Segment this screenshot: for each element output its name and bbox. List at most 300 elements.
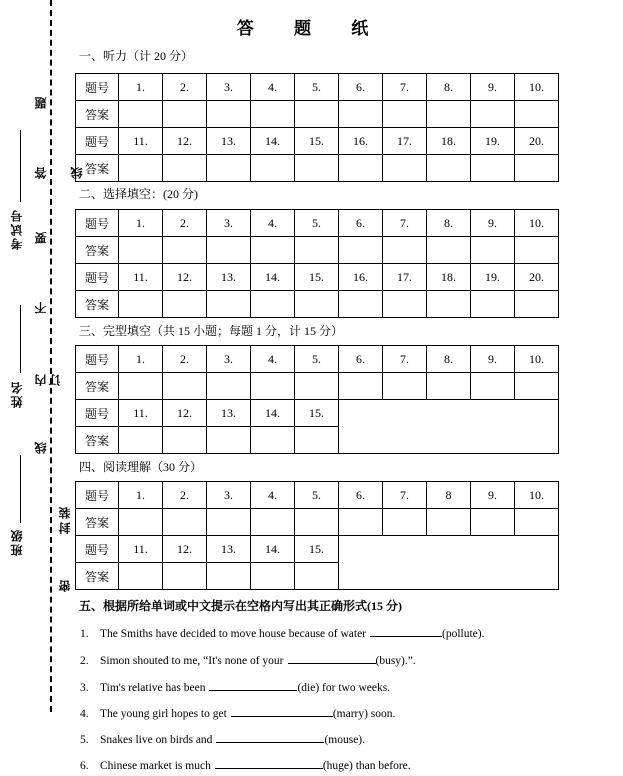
answer-cell[interactable] (295, 291, 339, 318)
question-number-cell (163, 346, 207, 373)
question-number-cell (383, 346, 427, 373)
cell-text: 16. (353, 269, 368, 284)
answer-cell[interactable] (207, 291, 251, 318)
answer-cell[interactable] (383, 155, 427, 182)
question-number: 1. (80, 628, 89, 640)
answer-cell[interactable] (383, 237, 427, 264)
question-number-cell (163, 482, 207, 509)
answer-cell[interactable] (339, 237, 383, 264)
answer-blank[interactable] (370, 625, 442, 637)
question-number-cell (251, 74, 295, 101)
question-number-cell (515, 210, 559, 237)
question-number-cell (383, 482, 427, 509)
answer-cell[interactable] (427, 155, 471, 182)
cut-line (50, 0, 52, 712)
answer-cell[interactable] (119, 373, 163, 400)
question-number-cell (515, 346, 559, 373)
answer-cell[interactable] (427, 291, 471, 318)
binding-margin (0, 0, 84, 776)
answer-blank[interactable] (215, 757, 323, 769)
question-number: 4. (80, 708, 89, 720)
cell-text: 10. (529, 351, 544, 366)
question-number-cell (383, 210, 427, 237)
cell-text: 3. (224, 215, 233, 230)
question-number-cell (471, 264, 515, 291)
answer-cell[interactable] (295, 101, 339, 128)
section-heading: 三、完型填空（共 15 小题；每题 1 分，计 15 分） (79, 324, 344, 338)
cell-text: 10. (529, 79, 544, 94)
cell-text: 5. (312, 487, 321, 502)
answer-cell[interactable] (427, 101, 471, 128)
row-label: 答案 (76, 155, 119, 182)
answer-cell[interactable] (471, 291, 515, 318)
seal-char: 题 (34, 95, 48, 109)
row-label: 题号 (76, 536, 119, 563)
cell-text: 20. (529, 133, 544, 148)
answer-cell[interactable] (119, 237, 163, 264)
question-number-cell (119, 74, 163, 101)
answer-cell[interactable] (119, 563, 163, 590)
question-number-cell (251, 482, 295, 509)
answer-cell[interactable] (163, 509, 207, 536)
cell-text: 15. (309, 269, 324, 284)
question-text: Simon shouted to me, “It's none of your (100, 655, 284, 667)
answer-cell[interactable] (515, 373, 559, 400)
table-row (76, 536, 559, 563)
answer-cell[interactable] (207, 427, 251, 454)
question-number-cell (251, 264, 295, 291)
cell-text: 6. (356, 215, 365, 230)
cell-text: 7. (400, 79, 409, 94)
table-row (76, 237, 559, 264)
row-label: 答案 (76, 509, 119, 536)
row-label: 答案 (76, 373, 119, 400)
answer-cell[interactable] (471, 155, 515, 182)
answer-cell[interactable] (383, 291, 427, 318)
cell-text: 3. (224, 487, 233, 502)
answer-cell[interactable] (163, 563, 207, 590)
question-number-cell (515, 128, 559, 155)
section5-heading: 五、根据所给单词或中文提示在空格内写出其正确形式(15 分) (79, 599, 402, 613)
question-number-cell (207, 210, 251, 237)
cell-text: 1. (136, 487, 145, 502)
cell-text: 8. (444, 79, 453, 94)
question-number-cell (163, 128, 207, 155)
cell-text: 14. (265, 541, 280, 556)
answer-cell[interactable] (251, 237, 295, 264)
question-number-cell (339, 346, 383, 373)
cell-text: 12. (177, 133, 192, 148)
answer-cell[interactable] (339, 155, 383, 182)
answer-cell[interactable] (383, 373, 427, 400)
question-number-cell (163, 536, 207, 563)
question-number-cell (119, 400, 163, 427)
question-text: The young girl hopes to get (100, 708, 227, 720)
answer-cell[interactable] (471, 373, 515, 400)
answer-blank[interactable] (216, 731, 324, 743)
question-number-cell (251, 210, 295, 237)
question-number-cell (427, 482, 471, 509)
question-number-cell (295, 264, 339, 291)
cell-text: 19. (485, 133, 500, 148)
question-number-cell (251, 346, 295, 373)
answer-cell[interactable] (251, 101, 295, 128)
cell-text: 13. (221, 405, 236, 420)
answer-table (75, 73, 559, 182)
answer-table (75, 345, 559, 454)
answer-cell[interactable] (339, 373, 383, 400)
question-number-cell (251, 536, 295, 563)
answer-cell[interactable] (339, 101, 383, 128)
question-number-cell (339, 482, 383, 509)
answer-cell[interactable] (471, 101, 515, 128)
answer-cell[interactable] (427, 237, 471, 264)
answer-cell[interactable] (427, 509, 471, 536)
cell-text: 14. (265, 133, 280, 148)
cell-text: 7. (400, 351, 409, 366)
question-number-cell (119, 264, 163, 291)
hint-text: (die) for two weeks. (297, 682, 391, 694)
answer-cell[interactable] (515, 155, 559, 182)
question-number-cell (119, 210, 163, 237)
cell-text: 8. (444, 351, 453, 366)
table-row (76, 373, 559, 400)
table-row (76, 264, 559, 291)
cell-text: 3. (224, 79, 233, 94)
cell-text: 1. (136, 79, 145, 94)
fill-in-question (80, 731, 365, 746)
answer-cell[interactable] (427, 373, 471, 400)
question-number-cell (471, 482, 515, 509)
answer-cell[interactable] (163, 427, 207, 454)
answer-cell[interactable] (119, 427, 163, 454)
cell-text: 16. (353, 133, 368, 148)
cell-text: 9. (488, 487, 497, 502)
question-number: 2. (80, 655, 89, 667)
hint-text: (huge) than before. (322, 760, 411, 772)
answer-cell[interactable] (207, 101, 251, 128)
question-number-cell (295, 210, 339, 237)
answer-cell[interactable] (207, 155, 251, 182)
table-row (76, 400, 559, 427)
question-number-cell (471, 346, 515, 373)
cell-text: 15. (309, 541, 324, 556)
cell-text: 10. (529, 487, 544, 502)
cell-text: 6. (356, 351, 365, 366)
cell-text: 2. (180, 487, 189, 502)
cell-text: 18. (441, 133, 456, 148)
question-number-cell (207, 482, 251, 509)
question-number-cell (207, 128, 251, 155)
answer-cell[interactable] (471, 237, 515, 264)
question-number-cell (207, 264, 251, 291)
row-label: 答案 (76, 101, 119, 128)
question-number-cell (295, 400, 339, 427)
cell-text: 14. (265, 405, 280, 420)
seal-char: 要 (34, 230, 48, 244)
question-number-cell (427, 346, 471, 373)
question-number-cell (295, 482, 339, 509)
answer-cell[interactable] (295, 563, 339, 590)
fill-in-question (80, 652, 416, 667)
question-number-cell (339, 264, 383, 291)
answer-cell[interactable] (295, 237, 339, 264)
answer-cell[interactable] (251, 563, 295, 590)
question-number-cell (251, 400, 295, 427)
answer-cell[interactable] (207, 237, 251, 264)
cell-text: 2. (180, 79, 189, 94)
question-number: 3. (80, 682, 89, 694)
seal-char: 内 (34, 372, 48, 386)
table-row (76, 155, 559, 182)
question-number-cell (295, 536, 339, 563)
question-number-cell (471, 128, 515, 155)
cell-text: 5. (312, 215, 321, 230)
row-label: 答案 (76, 563, 119, 590)
question-number-cell (339, 128, 383, 155)
row-label: 题号 (76, 74, 119, 101)
cell-text: 9. (488, 215, 497, 230)
name-label: 姓名 (10, 380, 24, 408)
cell-text: 18. (441, 269, 456, 284)
cell-text: 5. (312, 351, 321, 366)
answer-blank[interactable] (231, 705, 333, 717)
question-text: Tim's relative has been (100, 682, 206, 694)
seal-char: 装 (58, 505, 72, 519)
cell-text: 4. (268, 79, 277, 94)
question-number-cell (383, 74, 427, 101)
answer-cell[interactable] (163, 237, 207, 264)
cell-text: 9. (488, 351, 497, 366)
cell-text: 9. (488, 79, 497, 94)
answer-cell[interactable] (207, 509, 251, 536)
answer-cell[interactable] (119, 101, 163, 128)
exam-number-label: 考试号 (10, 208, 24, 250)
question-number-cell (207, 346, 251, 373)
question-number-cell (251, 128, 295, 155)
seal-char: 不 (34, 300, 48, 314)
section-heading: 四、阅读理解（30 分） (79, 460, 203, 474)
fill-in-question (80, 757, 411, 772)
table-row (76, 74, 559, 101)
cell-text: 7. (400, 487, 409, 502)
answer-cell[interactable] (251, 427, 295, 454)
answer-cell[interactable] (339, 509, 383, 536)
answer-table (75, 209, 559, 318)
question-number-cell (339, 210, 383, 237)
answer-cell[interactable] (251, 373, 295, 400)
cell-text: 4. (268, 487, 277, 502)
question-number-cell (471, 210, 515, 237)
cell-text: 1. (136, 215, 145, 230)
answer-blank[interactable] (209, 679, 297, 691)
answer-cell[interactable] (515, 101, 559, 128)
cell-text: 4. (268, 351, 277, 366)
cell-text: 20. (529, 269, 544, 284)
question-number-cell (471, 74, 515, 101)
answer-cell[interactable] (163, 101, 207, 128)
answer-cell[interactable] (163, 155, 207, 182)
seal-char: 封 (58, 520, 72, 534)
question-number-cell (295, 74, 339, 101)
question-number-cell (295, 346, 339, 373)
answer-blank[interactable] (288, 652, 376, 664)
cell-text: 12. (177, 269, 192, 284)
answer-cell[interactable] (515, 291, 559, 318)
hint-text: (mouse). (324, 734, 365, 746)
seal-char: 线 (70, 165, 84, 179)
fill-in-question (80, 625, 485, 640)
row-label: 题号 (76, 400, 119, 427)
answer-cell[interactable] (383, 509, 427, 536)
exam-number-underline (20, 130, 21, 202)
empty-merged-cell (339, 400, 559, 454)
question-number-cell (119, 128, 163, 155)
cell-text: 3. (224, 351, 233, 366)
question-number-cell (427, 264, 471, 291)
question-number: 6. (80, 760, 89, 772)
question-number-cell (515, 482, 559, 509)
cell-text: 8. (444, 215, 453, 230)
question-number-cell (207, 74, 251, 101)
cell-text: 6. (356, 79, 365, 94)
question-number-cell (163, 264, 207, 291)
answer-cell[interactable] (163, 373, 207, 400)
cell-text: 13. (221, 541, 236, 556)
answer-cell[interactable] (251, 155, 295, 182)
question-number-cell (427, 74, 471, 101)
row-label: 题号 (76, 210, 119, 237)
table-row (76, 101, 559, 128)
question-text: Chinese market is much (100, 760, 211, 772)
table-row (76, 210, 559, 237)
empty-merged-cell (339, 536, 559, 590)
question-number-cell (163, 210, 207, 237)
answer-cell[interactable] (515, 509, 559, 536)
cell-text: 11. (133, 405, 148, 420)
question-number-cell (295, 128, 339, 155)
question-number-cell (207, 400, 251, 427)
cell-text: 11. (133, 541, 148, 556)
cell-text: 8 (445, 487, 452, 502)
cell-text: 13. (221, 269, 236, 284)
answer-cell[interactable] (163, 291, 207, 318)
answer-cell[interactable] (515, 237, 559, 264)
table-row (76, 128, 559, 155)
cell-text: 11. (133, 133, 148, 148)
page-title: 答 题 纸 (236, 19, 387, 38)
hint-text: (pollute). (442, 628, 485, 640)
answer-cell[interactable] (119, 291, 163, 318)
answer-table (75, 481, 559, 590)
question-number-cell (427, 128, 471, 155)
cell-text: 2. (180, 215, 189, 230)
answer-cell[interactable] (251, 509, 295, 536)
question-number-cell (163, 74, 207, 101)
cell-text: 13. (221, 133, 236, 148)
answer-cell[interactable] (251, 291, 295, 318)
question-number: 5. (80, 734, 89, 746)
answer-cell[interactable] (119, 155, 163, 182)
class-underline (20, 455, 21, 523)
section-heading: 二、选择填空：(20 分) (79, 187, 198, 201)
question-text: Snakes live on birds and (100, 734, 213, 746)
cell-text: 12. (177, 541, 192, 556)
answer-cell[interactable] (295, 373, 339, 400)
answer-cell[interactable] (295, 509, 339, 536)
cell-text: 19. (485, 269, 500, 284)
seal-char: 密 (58, 578, 72, 592)
question-number-cell (427, 210, 471, 237)
cell-text: 14. (265, 269, 280, 284)
section-heading: 一、听力（计 20 分） (79, 49, 194, 63)
table-row (76, 346, 559, 373)
class-label: 班级 (10, 528, 24, 556)
seal-char: 订 (48, 372, 62, 386)
cell-text: 7. (400, 215, 409, 230)
question-number-cell (339, 74, 383, 101)
answer-cell[interactable] (383, 101, 427, 128)
answer-cell[interactable] (295, 155, 339, 182)
answer-cell[interactable] (207, 373, 251, 400)
fill-in-question (80, 705, 395, 720)
table-row (76, 482, 559, 509)
row-label: 题号 (76, 264, 119, 291)
question-number-cell (163, 400, 207, 427)
question-number-cell (119, 482, 163, 509)
cell-text: 2. (180, 351, 189, 366)
answer-cell[interactable] (295, 427, 339, 454)
question-number-cell (207, 536, 251, 563)
answer-cell[interactable] (207, 563, 251, 590)
question-number-cell (383, 264, 427, 291)
table-row (76, 509, 559, 536)
row-label: 答案 (76, 427, 119, 454)
row-label: 答案 (76, 237, 119, 264)
fill-in-question (80, 679, 390, 694)
question-number-cell (515, 264, 559, 291)
cell-text: 4. (268, 215, 277, 230)
cell-text: 10. (529, 215, 544, 230)
cell-text: 17. (397, 133, 412, 148)
seal-char: 线 (34, 440, 48, 454)
seal-char: 答 (34, 165, 48, 179)
table-row (76, 291, 559, 318)
question-number-cell (383, 128, 427, 155)
row-label: 答案 (76, 291, 119, 318)
cell-text: 6. (356, 487, 365, 502)
question-number-cell (515, 74, 559, 101)
answer-cell[interactable] (119, 509, 163, 536)
cell-text: 5. (312, 79, 321, 94)
name-underline (20, 305, 21, 373)
cell-text: 15. (309, 133, 324, 148)
question-number-cell (119, 346, 163, 373)
hint-text: (busy).”. (375, 655, 416, 667)
question-number-cell (119, 536, 163, 563)
cell-text: 11. (133, 269, 148, 284)
hint-text: (marry) soon. (332, 708, 396, 720)
answer-cell[interactable] (471, 509, 515, 536)
cell-text: 15. (309, 405, 324, 420)
question-text: The Smiths have decided to move house because of water (100, 628, 367, 640)
answer-cell[interactable] (339, 291, 383, 318)
row-label: 题号 (76, 346, 119, 373)
row-label: 题号 (76, 482, 119, 509)
cell-text: 12. (177, 405, 192, 420)
cell-text: 1. (136, 351, 145, 366)
cell-text: 17. (397, 269, 412, 284)
